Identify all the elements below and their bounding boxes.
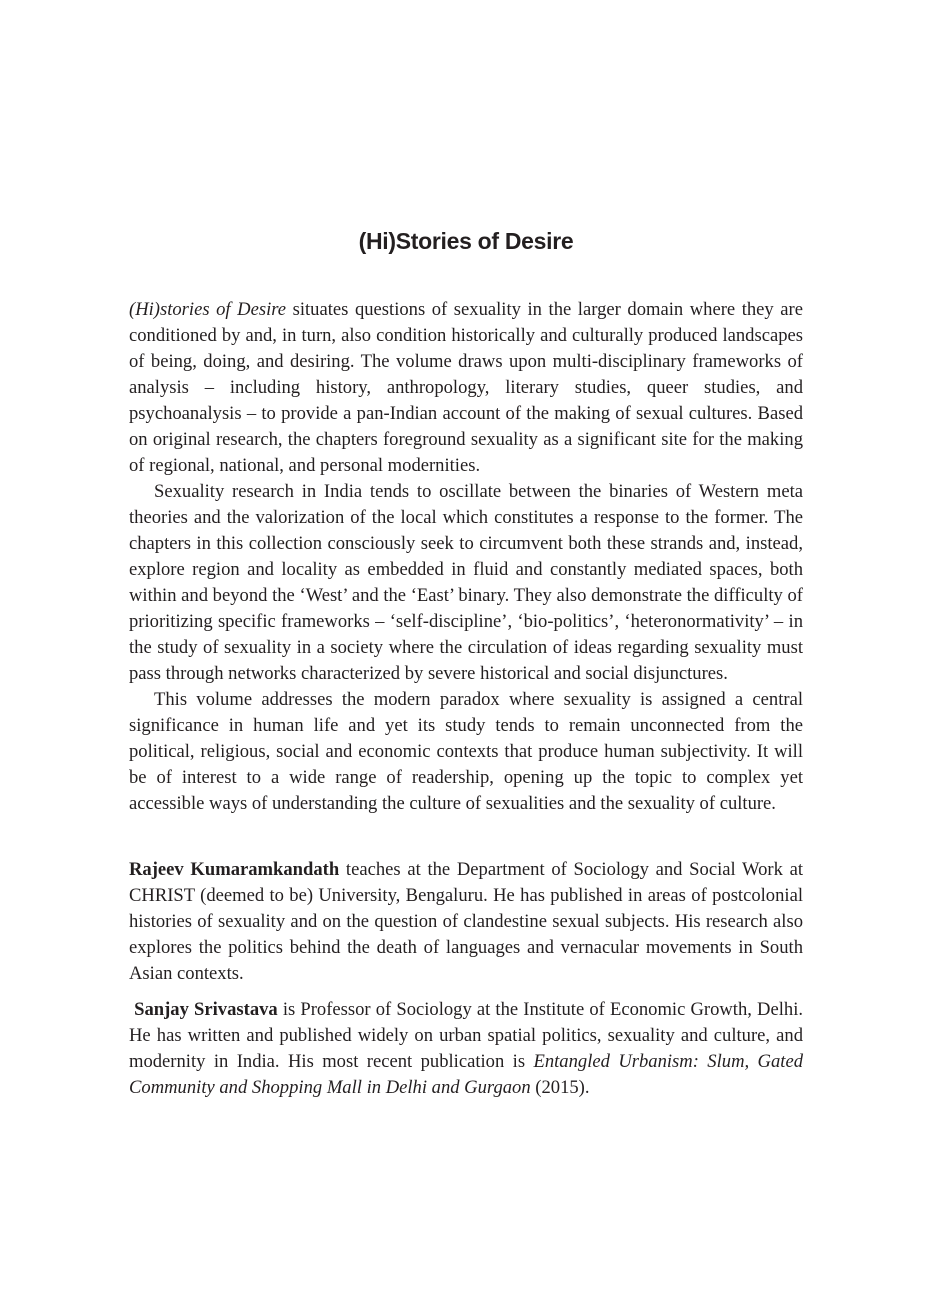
author-bio-sanjay-text: is Professor of Sociology at the Institute of Economic Growth, Delhi. He has written and published widely on urban spatial politics, sexuality and culture, and modernity in India. His most recent publication is <box>129 999 804 1072</box>
description-paragraph-1 <box>129 297 803 479</box>
author-name-sanjay: Sanjay Srivastava <box>134 999 278 1020</box>
description-paragraph-3: This volume addresses the modern paradox where sexuality is assigned a central significance in human life and yet its study tends to remain unconnected from the political, religious, social and economic contexts that produce human subjectivity. It will be of interest to a wide range of readership, opening up the topic to complex yet accessible ways of understanding the culture of sexualities and the sexuality of culture. <box>129 689 803 814</box>
author-bio-rajeev <box>129 857 803 987</box>
description-paragraph-2: Sexuality research in India tends to oscillate between the binaries of Western meta theories and the valorization of the local which constitutes a response to the former. The chapters in this collection consciously seek to circumvent both these strands and, instead, explore region and locality as embedded in fluid and constantly mediated spaces, both within and beyond the ‘West’ and the ‘East’ binary. They also demonstrate the difficulty of prioritizing specific frameworks – ‘self-discipline’, ‘bio-politics’, ‘heteronormativity’ – in the study of sexuality in a society where the circulation of ideas regarding sexuality must pass through networks characterized by severe historical and social disjunctures. <box>129 481 803 684</box>
book-title-italic: (Hi)stories of Desire <box>129 299 287 320</box>
author-name-rajeev: Rajeev Kumaramkandath <box>129 859 340 880</box>
author-bio-sanjay <box>129 997 803 1101</box>
description-paragraph-1-text: situates questions of sexuality in the larger domain where they are conditioned by and, in turn, also condition historically and culturally produced landscapes of being, doing, and desiring. The volume draws upon multi-disciplinary frameworks of analysis – including history, anthropology, literary studies, queer studies, and psychoanalysis – to provide a pan-Indian account of the making of sexual cultures. Based on original research, the chapters foreground sexuality as a significant site for the making of regional, national, and personal modernities. <box>129 299 803 476</box>
page-title: (Hi)Stories of Desire <box>358 228 574 254</box>
book-description <box>129 297 803 817</box>
publication-year: (2015). <box>530 1077 590 1098</box>
publication-title: Entangled Urbanism: Slum, Gated Community and Shopping Mall in Delhi and Gurgaon <box>129 1051 803 1098</box>
author-bio-rajeev-text: teaches at the Department of Sociology and Social Work at CHRIST (deemed to be) University, Bengaluru. He has published in areas of postcolonial histories of sexuality and on the question of clandestine sexual subjects. His research also explores the politics behind the death of languages and vernacular movements in South Asian contexts. <box>129 859 803 984</box>
